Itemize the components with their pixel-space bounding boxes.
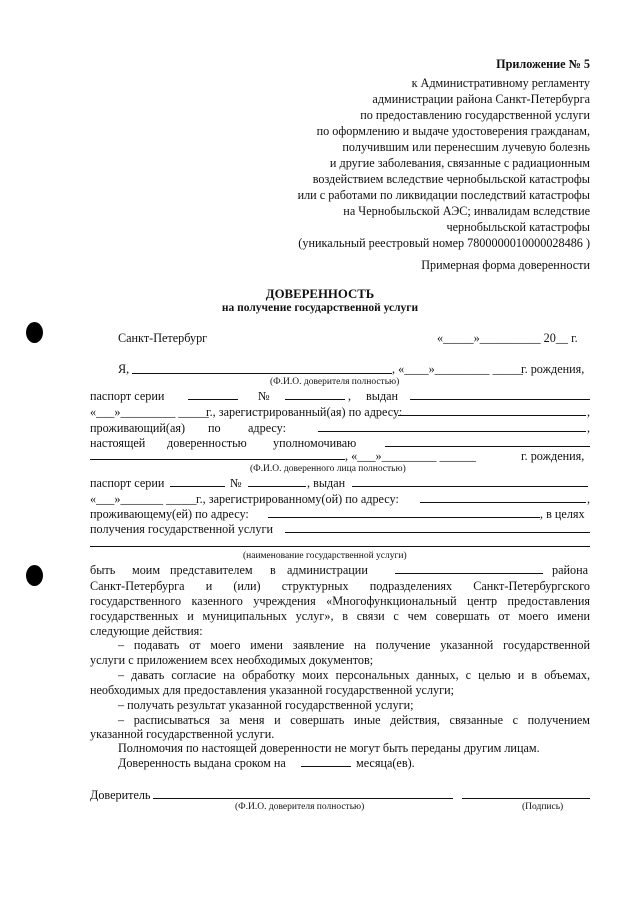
service-line-1	[285, 532, 590, 533]
action-item-2b: необходимых для предоставления указанной государственной услуги;	[90, 683, 455, 697]
principal-birth: г. рождения,	[521, 362, 585, 376]
agent-purpose-1: , в целях	[540, 507, 585, 521]
principal-name-line	[132, 373, 392, 374]
body-line-5: следующие действия:	[90, 624, 203, 638]
city: Санкт-Петербург	[118, 331, 208, 345]
principal-number-line	[285, 399, 345, 400]
agent-issued: , выдан	[307, 476, 346, 490]
appendix-line: получившим или перенесшим лучевую болезнь	[342, 140, 590, 154]
agent-registered-line	[420, 502, 586, 503]
sample-form-note: Примерная форма доверенности	[421, 258, 590, 272]
powers-note: Полномочия по настоящей доверенности не могут быть переданы другим лицам.	[118, 741, 540, 755]
agent-purpose-2: получения государственной услуги	[90, 522, 273, 536]
body-line-4: государственных и муниципальных услуг», в связи с чем совершать от моего имени	[90, 609, 590, 623]
agent-number-label: №	[230, 476, 242, 490]
registry-number: (уникальный реестровый номер 7800000010000028486 )	[298, 236, 590, 250]
authorize-2: доверенностью	[167, 436, 247, 450]
principal-name-caption: (Ф.И.О. доверителя полностью)	[270, 377, 400, 387]
agent-number-line	[248, 486, 306, 487]
authorize-1: настоящей	[90, 436, 146, 450]
agent-name-line	[90, 459, 345, 460]
principal-series-line	[188, 399, 238, 400]
agent-issued-line	[352, 486, 588, 487]
principal-registered-line	[398, 415, 586, 416]
administration-line	[395, 573, 543, 574]
principal-issue-date-blank: «___»_________ _____	[90, 405, 209, 419]
punch-hole-top	[26, 322, 43, 343]
body-line-2: Санкт-Петербурга и (или) структурных подразделениях Санкт-Петербургского	[90, 579, 590, 593]
appendix-line: администрации района Санкт-Петербурга	[372, 92, 590, 106]
action-item-4b: указанной государственной услуги.	[90, 727, 275, 741]
appendix-line: по предоставлению государственной услуги	[360, 108, 590, 122]
principal-passport-series: паспорт серии	[90, 389, 165, 403]
agent-issue-date-blank: «___»_______ _____	[90, 492, 197, 506]
action-item-4a: – расписываться за меня и совершать иные действия, связанные с получением	[118, 713, 590, 727]
principal-living-1: проживающий(ая)	[90, 421, 186, 435]
agent-birth: г. рождения,	[521, 449, 585, 463]
signature-name-line	[153, 798, 453, 799]
punch-hole-bottom	[26, 565, 43, 586]
action-item-2a: – давать согласие на обработку моих персональных данных, с целью и в объемах,	[118, 668, 590, 682]
principal-address-line	[318, 431, 586, 432]
body-word: быть	[90, 563, 116, 577]
appendix-line: и другие заболевания, связанные с радиационным	[329, 156, 590, 170]
term-unit: месяца(ев).	[356, 756, 415, 770]
agent-living: проживающему(ей) по адресу:	[90, 507, 249, 521]
body-word: администрации	[287, 563, 368, 577]
document-title: ДОВЕРЕННОСТЬ	[265, 287, 375, 301]
document-subtitle: на получение государственной услуги	[221, 302, 419, 314]
action-item-3: – получать результат указанной государственной услуги;	[118, 698, 414, 712]
appendix-line: чернобыльской катастрофы	[446, 220, 590, 234]
comma: ,	[587, 492, 591, 506]
agent-series-line	[170, 486, 225, 487]
principal-registered: г., зарегистрированный(ая) по адресу:	[206, 405, 403, 419]
body-word: моим	[132, 563, 161, 577]
date-line: «_____»__________ 20__ г.	[437, 331, 578, 345]
appendix-line: по оформлению и выдаче удостоверения гражданам,	[316, 124, 590, 138]
body-word: района	[552, 563, 589, 577]
principal-living-2: по	[208, 421, 221, 435]
action-item-1b: услуги с приложением всех необходимых документов;	[90, 653, 374, 667]
term-line	[301, 766, 351, 767]
principal-issued-label: ,	[348, 389, 352, 403]
term-label: Доверенность выдана сроком на	[118, 756, 286, 770]
signature-sign-caption: (Подпись)	[522, 802, 564, 812]
agent-address-line	[268, 517, 540, 518]
principal-ya: Я,	[118, 362, 130, 376]
service-caption: (наименование государственной услуги)	[243, 551, 407, 561]
agent-registered: г., зарегистрированному(ой) по адресу:	[196, 492, 399, 506]
appendix-line: на Чернобыльской АЭС; инвалидам вследствие	[343, 204, 590, 218]
action-item-1a: – подавать от моего имени заявление на получение указанной государственной	[118, 638, 590, 652]
authorize-line	[385, 446, 590, 447]
body-line-3: государственного казенного учреждения «Многофункциональный центр предоставления	[90, 594, 590, 608]
agent-name-caption: (Ф.И.О. доверенного лица полностью)	[250, 464, 406, 474]
principal-issued: выдан	[366, 389, 399, 403]
principal-living-3: адресу:	[248, 421, 286, 435]
principal-number-label: №	[258, 389, 270, 403]
comma: ,	[587, 405, 591, 419]
agent-passport-series: паспорт серии	[90, 476, 165, 490]
signature-sign-line	[462, 798, 590, 799]
comma: ,	[587, 421, 591, 435]
appendix-line: воздействием вследствие чернобыльской катастрофы	[312, 172, 590, 186]
signature-label: Доверитель	[90, 788, 151, 802]
appendix-line: к Административному регламенту	[411, 76, 590, 90]
appendix-line: или с работами по ликвидации последствий катастрофы	[297, 188, 590, 202]
principal-issued-line	[410, 399, 590, 400]
agent-date-blank: , «___»_________ ______	[345, 449, 477, 463]
appendix-title: Приложение № 5	[496, 57, 590, 71]
service-line-2	[90, 546, 590, 547]
body-word: представителем	[170, 563, 253, 577]
principal-date-blank: , «____»_________ _____	[392, 362, 524, 376]
signature-name-caption: (Ф.И.О. доверителя полностью)	[235, 802, 365, 812]
authorize-3: уполномочиваю	[273, 436, 357, 450]
body-word: в	[270, 563, 276, 577]
